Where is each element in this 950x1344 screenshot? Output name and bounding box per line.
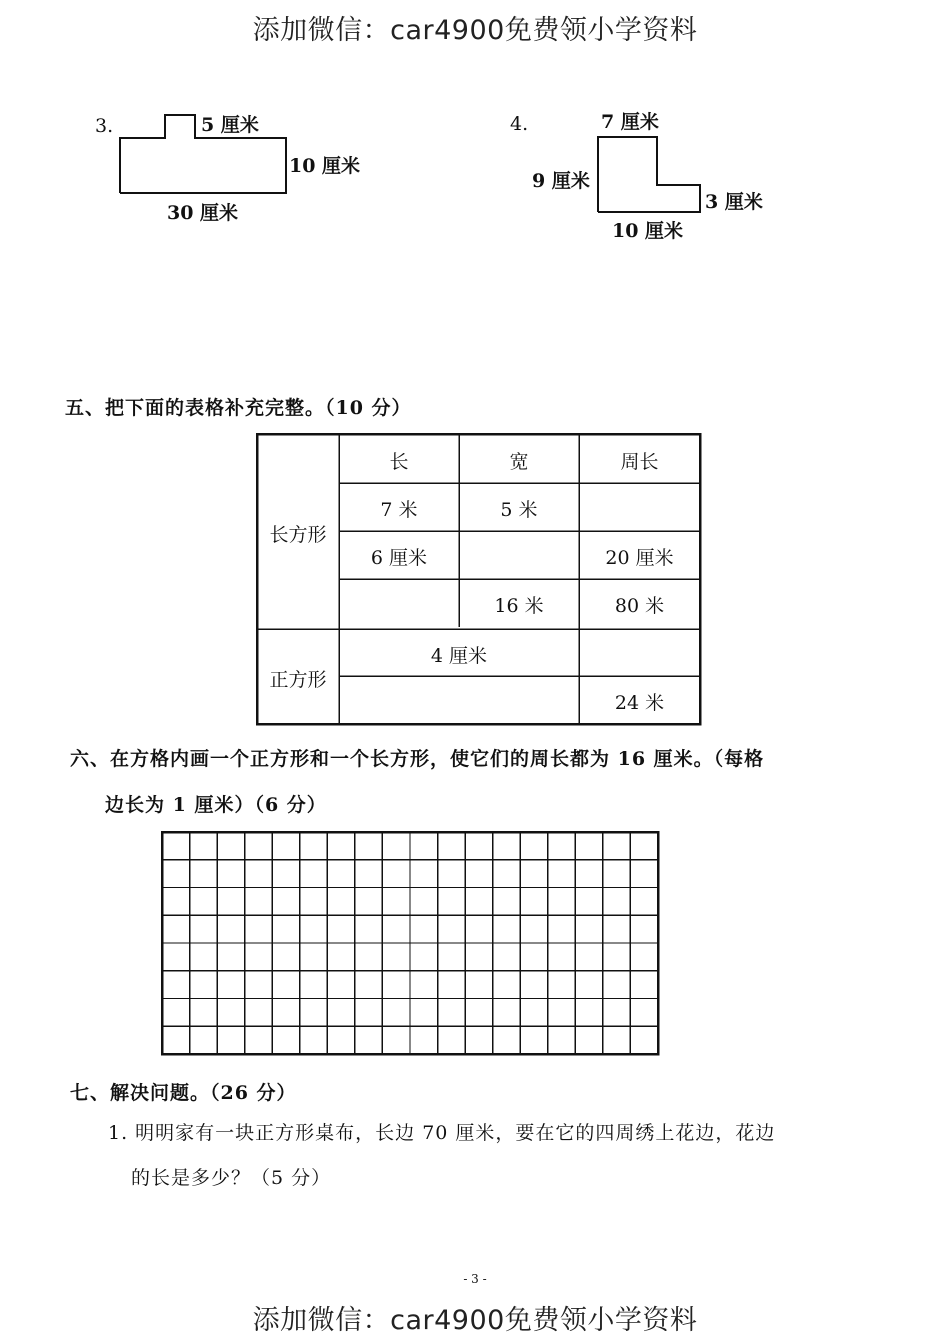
figure-4-top-label: 7 厘米: [601, 111, 659, 133]
figure-3-height-label: 10 厘米: [289, 155, 361, 177]
watermark-top: 添加微信：car4900免费领小学资料: [252, 15, 698, 46]
question-1-line2: 的长是多少？（5 分）: [131, 1167, 332, 1189]
table-rect-label: 长方形: [269, 524, 327, 546]
figure-4-number: 4.: [510, 113, 529, 135]
page-number: - 3 -: [463, 1272, 487, 1286]
section-7-title: 七、解决问题。（26 分）: [70, 1082, 297, 1104]
table-square-label: 正方形: [269, 669, 327, 691]
figure-4-left-label: 9 厘米: [532, 170, 590, 192]
table-cell: 16 米: [494, 595, 544, 617]
table-header-length: 长: [389, 451, 409, 473]
table-cell: 5 米: [500, 499, 538, 521]
section-5-title: 五、把下面的表格补充完整。（10 分）: [65, 397, 412, 419]
table-cell: 24 米: [614, 692, 665, 714]
watermark-bottom: 添加微信：car4900免费领小学资料: [252, 1305, 698, 1336]
table-cell: 7 米: [380, 499, 418, 521]
figure-4-step-label: 3 厘米: [705, 191, 763, 213]
question-1-line1: 1. 明明家有一块正方形桌布，长边 70 厘米，要在它的四周绣上花边，花边: [108, 1122, 776, 1144]
table-cell: 80 米: [614, 595, 665, 617]
table-cell: 4 厘米: [430, 645, 488, 667]
figure-3-width-label: 30 厘米: [167, 202, 239, 224]
figure-3-number: 3.: [95, 115, 114, 137]
figure-4-bottom-label: 10 厘米: [612, 220, 684, 242]
table-header-width: 宽: [509, 451, 529, 473]
figure-3-notch-label: 5 厘米: [201, 114, 259, 136]
section-6-title-line1: 六、在方格内画一个正方形和一个长方形，使它们的周长都为 16 厘米。（每格: [70, 748, 765, 770]
table-cell: 6 厘米: [370, 547, 428, 569]
section-6-title-line2: 边长为 1 厘米）（6 分）: [105, 794, 327, 816]
table-cell: 20 厘米: [605, 547, 674, 569]
table-header-perimeter: 周长: [620, 451, 659, 473]
